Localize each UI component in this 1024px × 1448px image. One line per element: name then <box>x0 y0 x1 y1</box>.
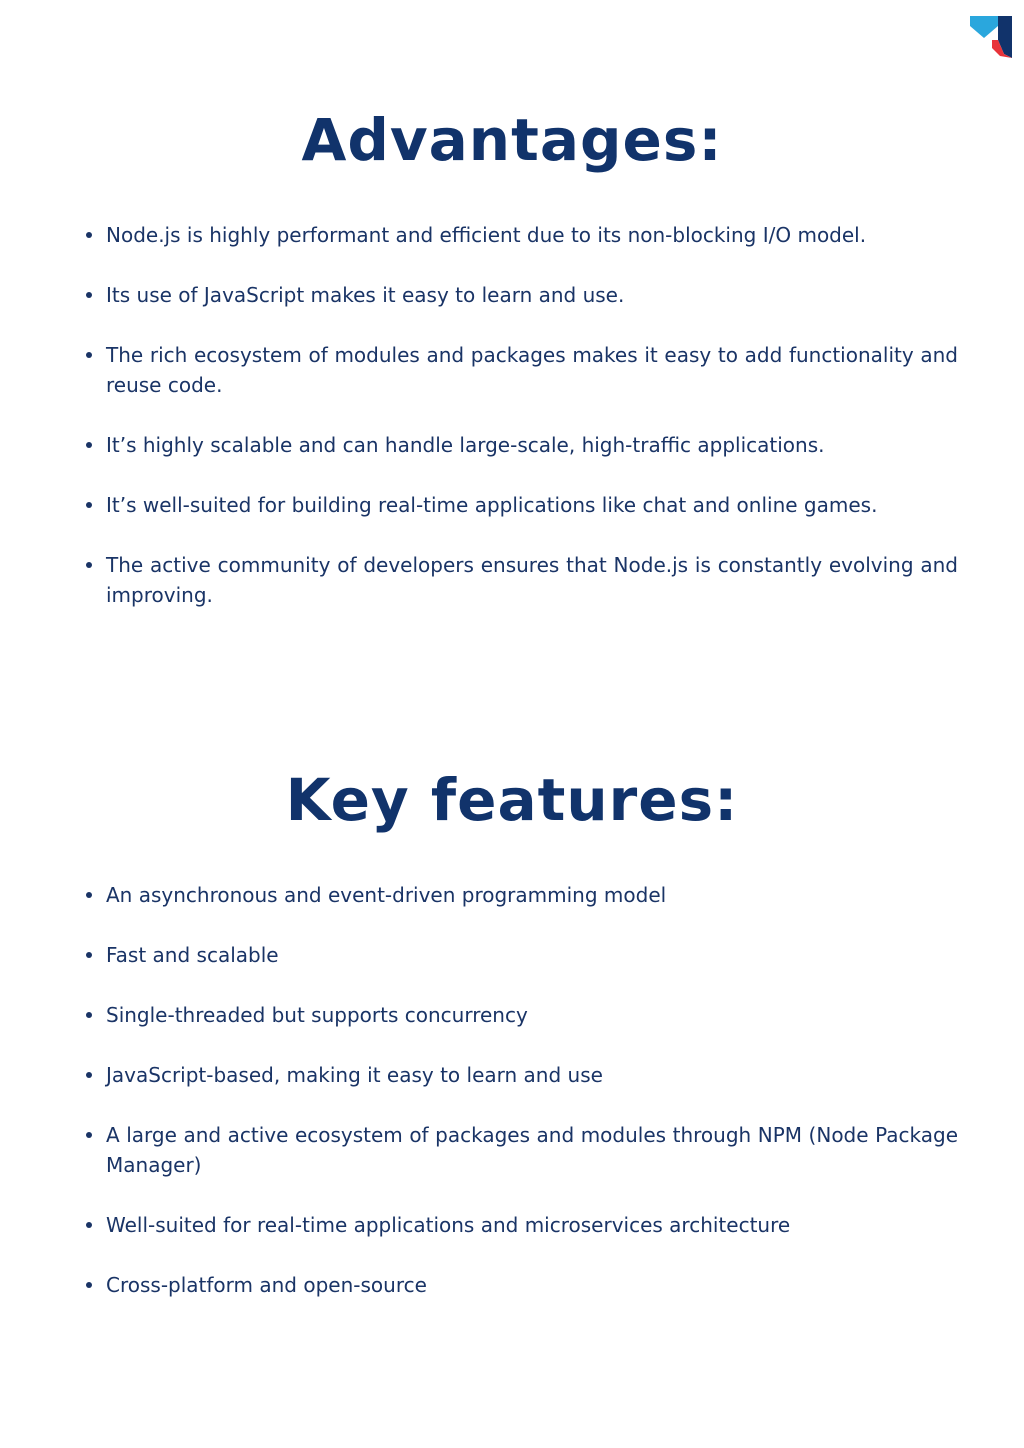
list-item <box>82 340 958 400</box>
list-item-text: Well-suited for real-time applications and microservices architecture <box>106 1213 791 1237</box>
bullet-icon <box>86 442 92 448</box>
list-item-text: JavaScript-based, making it easy to learn and use <box>106 1063 603 1087</box>
list-item <box>82 1270 958 1300</box>
list-item <box>82 940 958 970</box>
bullet-icon <box>86 892 92 898</box>
list-item <box>82 490 958 520</box>
list-item <box>82 550 958 610</box>
list-item <box>82 1000 958 1030</box>
list-item-text: It’s highly scalable and can handle large-scale, high-traffic applications. <box>106 433 825 457</box>
bullet-icon <box>86 1222 92 1228</box>
bullet-icon <box>86 1012 92 1018</box>
list-item-text: The rich ecosystem of modules and packages makes it easy to add functionality and reuse code. <box>106 343 958 397</box>
key-features-title: Key features: <box>285 766 739 834</box>
bullet-icon <box>86 562 92 568</box>
list-item-text: Fast and scalable <box>106 943 279 967</box>
list-item-text: A large and active ecosystem of packages and modules through NPM (Node Package Manager) <box>106 1123 958 1177</box>
list-item-text: Node.js is highly performant and efficient due to its non-blocking I/O model. <box>106 223 867 247</box>
advantages-title: Advantages: <box>301 106 723 174</box>
bullet-icon <box>86 352 92 358</box>
list-item <box>82 1060 958 1090</box>
bullet-icon <box>86 1072 92 1078</box>
bullet-icon <box>86 232 92 238</box>
key-features-list <box>82 880 958 1330</box>
list-item-text: Cross-platform and open-source <box>106 1273 427 1297</box>
brand-logo-icon <box>970 16 1012 58</box>
bullet-icon <box>86 502 92 508</box>
list-item-text: The active community of developers ensures that Node.js is constantly evolving and improving. <box>106 553 958 607</box>
bullet-icon <box>86 1282 92 1288</box>
bullet-icon <box>86 952 92 958</box>
list-item-text: An asynchronous and event-driven programming model <box>106 883 667 907</box>
advantages-list <box>82 220 958 640</box>
bullet-icon <box>86 292 92 298</box>
list-item-text: Single-threaded but supports concurrency <box>106 1003 528 1027</box>
bullet-icon <box>86 1132 92 1138</box>
list-item-text: Its use of JavaScript makes it easy to learn and use. <box>106 283 625 307</box>
list-item <box>82 1120 958 1180</box>
list-item <box>82 220 958 250</box>
list-item-text: It’s well-suited for building real-time applications like chat and online games. <box>106 493 878 517</box>
list-item <box>82 1210 958 1240</box>
list-item <box>82 880 958 910</box>
list-item <box>82 280 958 310</box>
list-item <box>82 430 958 460</box>
